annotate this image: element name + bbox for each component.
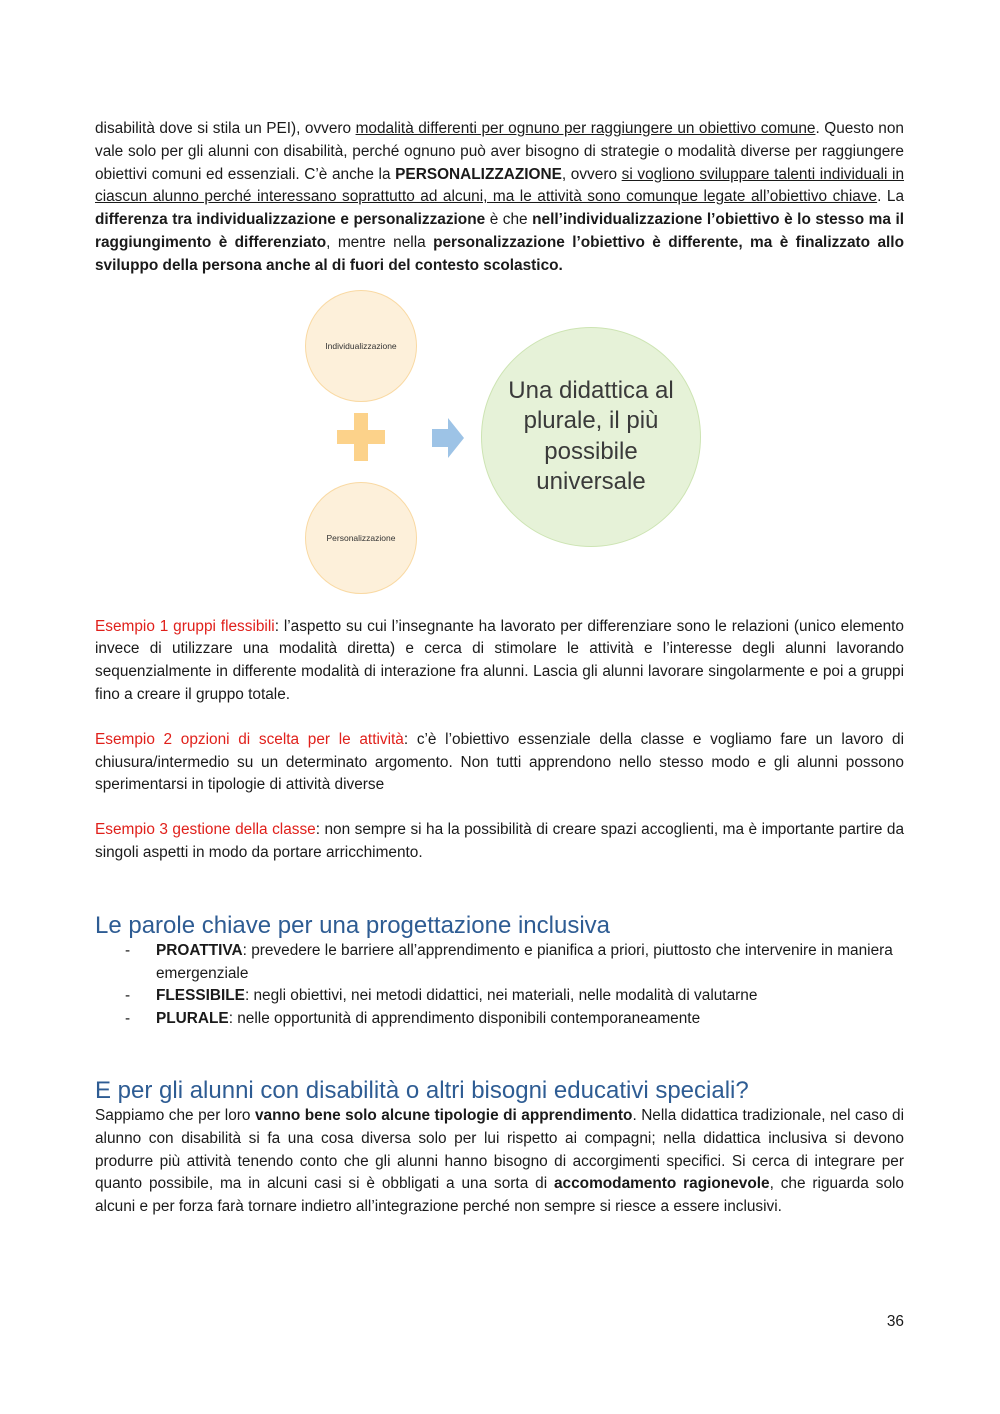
example-1 (95, 616, 904, 707)
result-label: Una didattica al plurale, il più possibile universale (508, 376, 674, 496)
individualizzazione-circle (305, 290, 417, 402)
circle-label: Individualizzazione (325, 340, 397, 351)
example-label: Esempio 2 opzioni di scelta per le attività (95, 730, 404, 748)
bold-text: personalizzazione l’obiettivo è differente, ma è finalizzato allo sviluppo della persona anche al di fuori del contesto scolastico. (95, 233, 904, 274)
list-item (125, 940, 904, 986)
keyword-text: : prevedere le barriere all’apprendimento e pianifica a priori, piuttosto che intervenire in maniera emergenziale (156, 941, 893, 982)
circle-label: Personalizzazione (326, 532, 396, 543)
underlined-text: modalità differenti per ognuno per raggiungere un obiettivo comune (355, 120, 816, 137)
text-run: . La (877, 188, 905, 206)
bold-text: vanno bene solo alcune tipologie di apprendimento (254, 1106, 633, 1124)
keyword-text: : nelle opportunità di apprendimento disponibili contemporaneamente (228, 1010, 701, 1028)
keyword-text: : negli obiettivi, nei metodi didattici, nei materiali, nelle modalità di valutarne (244, 987, 758, 1005)
bold-text: accomodamento ragionevole (554, 1175, 770, 1193)
example-2 (95, 729, 904, 797)
keyword-term: FLESSIBILE (156, 987, 245, 1005)
bold-text: nell’individualizzazione l’obiettivo è lo stesso ma il raggiungimento è differenziato (95, 211, 905, 251)
section-heading-keywords: Le parole chiave per una progettazione inclusiva (95, 911, 611, 939)
underlined-text: si vogliono sviluppare talenti individuali in ciascun alunno perché interessano soprattutto ad alcuni, ma le attività sono comunque legate all’obiettivo chiave (95, 165, 905, 206)
page-content (95, 118, 904, 1219)
section-heading-bes: E per gli alunni con disabilità o altri bisogni educativi speciali? (95, 1076, 749, 1104)
list-item (125, 985, 904, 1008)
example-3 (95, 819, 904, 865)
bold-text: PERSONALIZZAZIONE (395, 165, 562, 183)
text-run: , che riguarda solo alcuni e per forza farà tornare indietro all’integrazione perché non sempre si riesce a essere inclusivi. (95, 1175, 904, 1216)
intro-paragraph (95, 118, 904, 278)
personalizzazione-circle (305, 482, 417, 594)
example-text: : c’è l’obiettivo essenziale della classe e vogliamo fare un lavoro di chiusura/intermedio su un determinato argomento. Non tutti apprendono nello stesso modo e gli alunni possono sperimentarsi in tipologie di attività diverse (95, 730, 905, 794)
text-run: disabilità dove si stila un PEI), ovvero (95, 120, 356, 137)
text-run: . Nella didattica tradizionale, nel caso di alunno con disabilità si fa una cosa diversa solo per lui rispetto ai compagni; nella didattica inclusiva si devono produrre più attività tenendo conto che gli alunni hanno bisogno di accorgimenti specifici. Si cerca di integrare per quanto possibile, ma in alcuni casi si è obbligati a una sorta di (95, 1106, 904, 1193)
text-run: . Questo non vale solo per gli alunni con disabilità, perché ognuno può aver bisogno di strategie o modalità diverse per raggiungere obiettivi comuni ed essenziali. C’è anche la (95, 120, 904, 183)
example-label: Esempio 1 gruppi flessibili (95, 617, 275, 635)
text-run: è che (485, 211, 533, 229)
keyword-term: PLURALE (156, 1010, 229, 1028)
list-item (125, 1008, 904, 1031)
keyword-term: PROATTIVA (156, 941, 243, 959)
arrow-right-icon (432, 418, 464, 458)
bes-paragraph (95, 1105, 904, 1219)
bold-text: differenza tra individualizzazione e personalizzazione (95, 211, 486, 229)
page-number: 36 (886, 1313, 904, 1330)
text-run: , mentre nella (326, 233, 434, 251)
example-label: Esempio 3 gestione della classe (95, 821, 316, 839)
keywords-list (95, 940, 904, 1031)
example-text: : l’aspetto su cui l’insegnante ha lavorato per differenziare sono le relazioni (unico elemento invece di utilizzare una modalità diretta) e cerca di stimolare le attività e l’interesse degli alunni lavorando sequenzialmente in differente modalità di interazione fra alunni. Lascia gli alunni lavorare singolarmente e poi a gruppi fino a creare il gruppo totale. (95, 617, 904, 703)
example-text: : non sempre si ha la possibilità di creare spazi accoglienti, ma è importante partire da singoli aspetti in modo da portare arricchimento. (95, 821, 905, 861)
text-run: , ovvero (561, 165, 622, 183)
result-circle (481, 327, 701, 547)
text-run: Sappiamo che per loro (95, 1106, 255, 1124)
concept-diagram (95, 284, 904, 602)
plus-icon (337, 413, 385, 461)
